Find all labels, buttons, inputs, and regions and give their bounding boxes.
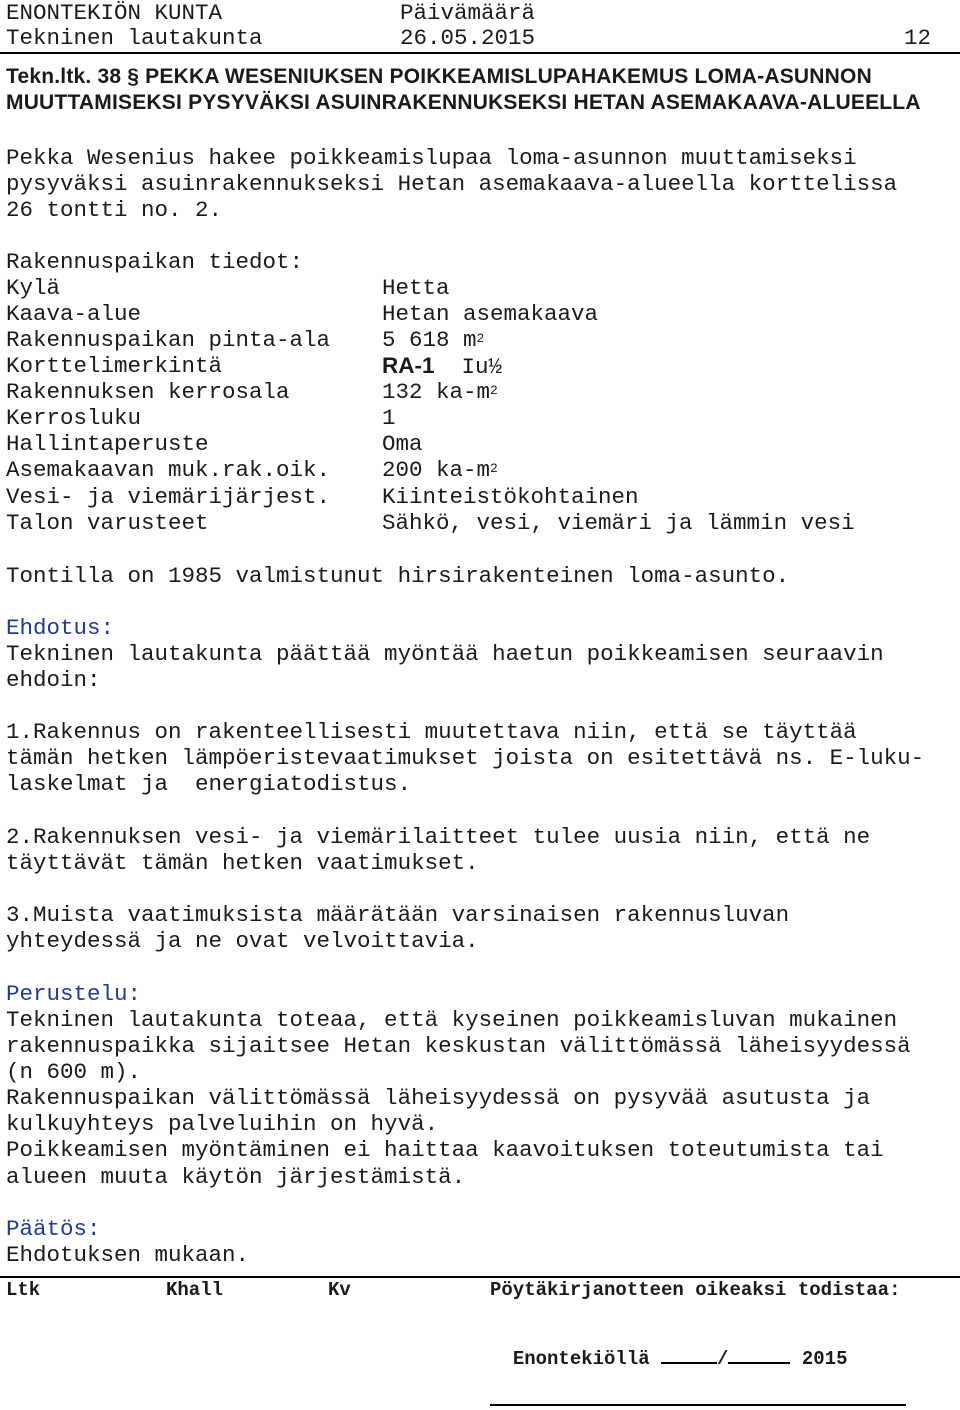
site-info-label: Rakennuspaikan pinta-ala [6,327,331,353]
header-board: Tekninen lautakunta [6,25,263,51]
site-info-label: Hallintaperuste [6,431,209,457]
zoning-extra: Iu½ [461,354,503,380]
footer-year: 2015 [801,1348,848,1370]
decision-heading: Päätös: [6,1216,101,1242]
site-info-value: Hetan asemakaava [382,301,599,327]
site-info-label: Kylä [6,275,61,301]
month-blank [728,1344,790,1364]
site-info-value: 5 618 m [382,327,477,353]
footer-place-date [490,1322,847,1370]
superscript: 2 [490,461,498,476]
footer-place: Enontekiöllä [512,1348,650,1370]
site-info-value: 200 ka-m [382,457,491,483]
footer-khall: Khall [166,1279,224,1301]
section-title-line-2: MUUTTAMISEKSI PYSYVÄKSI ASUINRAKENNUKSEKSI HETAN ASEMAKAAVA-ALUEELLA [6,91,921,114]
condition-line: 2.Rakennuksen vesi- ja viemärilaitteet tulee uusia niin, että ne [6,824,871,850]
site-info-value: Hetta [382,275,450,301]
superscript: 2 [490,383,498,398]
intro-line: 26 tontti no. 2. [6,197,223,223]
rationale-line: (n 600 m). [6,1059,142,1085]
site-info-value-floor [382,379,498,405]
condition-line: 3.Muista vaatimuksista määrätään varsinaisen rakennusluvan [6,902,790,928]
header-org: ENONTEKIÖN KUNTA [6,0,223,26]
zoning-code: RA-1 [382,353,435,378]
rationale-heading: Perustelu: [6,981,142,1007]
site-info-label: Korttelimerkintä [6,353,223,379]
superscript: 2 [476,331,485,346]
site-info-label: Rakennuksen kerrosala [6,379,290,405]
header-page-number: 12 [904,25,932,51]
note-text: Tontilla on 1985 valmistunut hirsirakenteinen loma-asunto. [6,563,790,589]
header-date-label: Päivämäärä [400,0,536,26]
site-info-value-zoning [382,353,502,380]
rationale-line: rakennuspaikka sijaitsee Hetan keskustan välittömässä läheisyydessä [6,1033,911,1059]
condition-line: tämän hetken lämpöeristevaatimukset joista on esitettävä ns. E-luku- [6,745,925,771]
footer-certify: Pöytäkirjanotteen oikeaksi todistaa: [490,1279,901,1301]
rationale-line: Tekninen lautakunta toteaa, että kyseinen poikkeamisluvan mukainen [6,1007,898,1033]
site-info-value: 132 ka-m [382,379,491,405]
rationale-line: alueen muuta käytön järjestämistä. [6,1164,466,1190]
condition-line: täyttävät tämän hetken vaatimukset. [6,850,479,876]
intro-line: pysyväksi asuinrakennukseksi Hetan asemakaava-alueella korttelissa [6,171,898,197]
rationale-line: kulkuyhteys palveluihin on hyvä. [6,1111,439,1137]
site-info-value: Sähkö, vesi, viemäri ja lämmin vesi [382,510,855,536]
site-info-heading: Rakennuspaikan tiedot: [6,249,304,275]
site-info-value: Kiinteistökohtainen [382,484,639,510]
site-info-label: Vesi- ja viemärijärjest. [6,484,331,510]
proposal-line: Tekninen lautakunta päättää myöntää haetun poikkeamisen seuraavin [6,641,884,667]
intro-line: Pekka Wesenius hakee poikkeamislupaa loma-asunnon muuttamiseksi [6,145,857,171]
site-info-label: Asemakaavan muk.rak.oik. [6,457,331,483]
site-info-label: Talon varusteet [6,510,209,536]
site-info-value: 1 [382,405,396,431]
footer-ltk: Ltk [6,1279,41,1301]
condition-line: laskelmat ja energiatodistus. [6,771,412,797]
site-info-value-right [382,457,498,483]
condition-line: yhteydessä ja ne ovat velvoittavia. [6,928,479,954]
footer-kv: Kv [328,1279,351,1301]
rationale-line: Rakennuspaikan välittömässä läheisyydessä on pysyvää asutusta ja [6,1085,871,1111]
header-rule [0,52,960,54]
site-info-value: Oma [382,431,423,457]
site-info-label: Kaava-alue [6,301,142,327]
proposal-heading: Ehdotus: [6,615,115,641]
header-date: 26.05.2015 [400,25,536,51]
site-info-label: Kerrosluku [6,405,142,431]
footer-rule [0,1276,960,1278]
decision-text: Ehdotuksen mukaan. [6,1242,250,1268]
signature-line [490,1404,906,1406]
date-slash: / [717,1348,729,1370]
proposal-line: ehdoin: [6,667,101,693]
day-blank [661,1344,717,1364]
rationale-line: Poikkeamisen myöntäminen ei haittaa kaavoituksen toteutumista tai [6,1137,884,1163]
site-info-value-area [382,327,484,353]
condition-line: 1.Rakennus on rakenteellisesti muutettava niin, että se täyttää [6,719,857,745]
section-title-line-1: Tekn.ltk. 38 § PEKKA WESENIUKSEN POIKKEAMISLUPAHAKEMUS LOMA-ASUNNON [6,65,872,88]
